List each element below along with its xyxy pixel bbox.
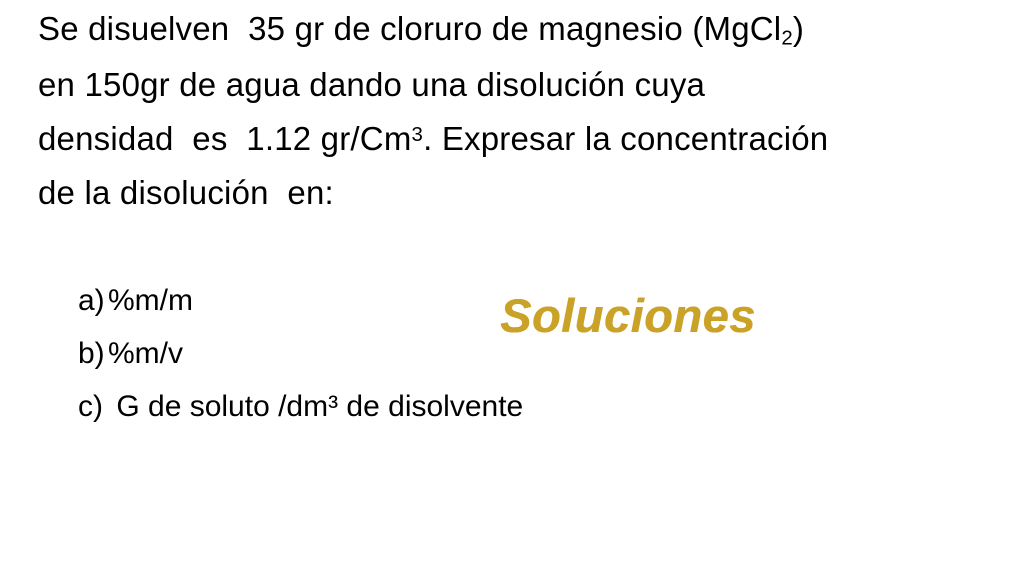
list-item xyxy=(78,339,698,369)
list-item-letter: c) xyxy=(78,390,103,423)
problem-statement xyxy=(38,8,998,226)
statement-line-1 xyxy=(38,8,998,52)
list-item-label: G de soluto /dm³ de disolvente xyxy=(108,390,524,423)
list-item-label: %m/v xyxy=(108,337,183,370)
statement-line-1-text: Se disuelven 35 gr de cloruro de magnesio (MgCl xyxy=(38,10,782,47)
statement-line-4: de la disolución en: xyxy=(38,174,334,212)
list-item xyxy=(78,392,698,422)
statement-line-2: en 150gr de agua dando una disolución cuya xyxy=(38,65,706,103)
list-item-label: %m/m xyxy=(108,284,193,317)
list-item-letter: a) xyxy=(78,284,105,317)
list-item-letter: b) xyxy=(78,337,105,370)
statement-line-3-text: densidad es 1.12 gr/Cm xyxy=(38,119,412,157)
statement-line-3-tail: . Expresar la concentración xyxy=(423,119,829,157)
solutions-watermark: Soluciones xyxy=(500,289,756,342)
formula-subscript: 2 xyxy=(781,26,793,50)
statement-line-1-tail: ) xyxy=(792,10,805,47)
density-superscript: 3 xyxy=(411,122,424,146)
statement-line-3 xyxy=(38,118,998,160)
